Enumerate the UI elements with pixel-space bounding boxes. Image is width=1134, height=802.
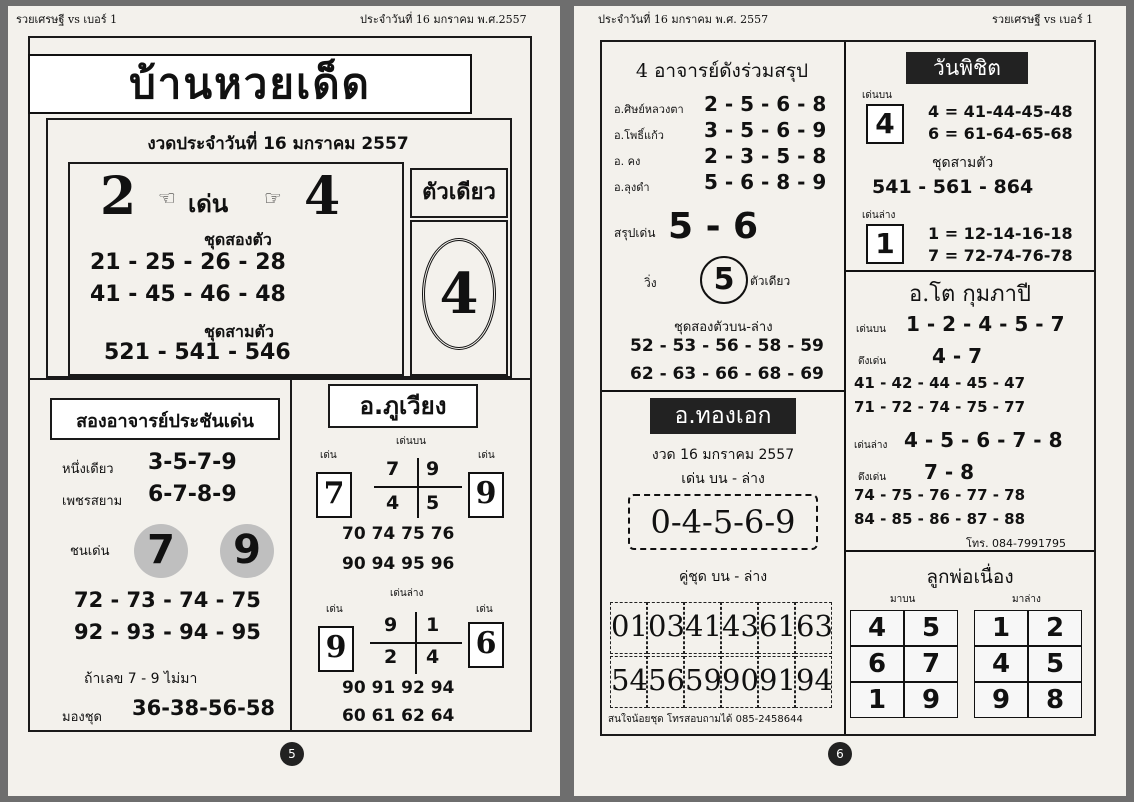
win-three: 541 - 561 - 864 (872, 176, 1034, 198)
tong-value: 0-4-5-6-9 (628, 494, 818, 550)
luk-cell: 9 (974, 682, 1028, 718)
summary-title: 4 อาจารย์ดังร่วมสรุป (635, 60, 809, 82)
luk-top-label: มาบน (890, 594, 916, 605)
luk-title: ลูกพ่อเนื่อง (926, 566, 1014, 588)
to-top-label: เด่นบน (856, 324, 886, 335)
header-right: รวยเศรษฐี vs เบอร์ 1 (992, 13, 1094, 26)
set-row-1: 52 - 53 - 56 - 58 - 59 (630, 336, 824, 356)
chon-digit-2: 9 (220, 524, 274, 578)
master-name: อ.ลุงดำ (614, 181, 650, 194)
top-nums-2: 90 94 95 96 (342, 554, 455, 574)
win-title: วันพิชิต (906, 52, 1028, 84)
top-label: เด่นบน (396, 436, 426, 447)
grid-line (417, 458, 419, 518)
win-top-label: เด่นบน (862, 90, 892, 101)
pair-cell: 01 (610, 602, 647, 654)
pair-label: คู่ชุด บน - ล่าง (678, 569, 768, 585)
pair-cell: 03 (647, 602, 684, 654)
win-bot-digit: 1 (866, 224, 904, 264)
bot-nums-2: 60 61 62 64 (342, 706, 455, 726)
luk-cell: 9 (904, 682, 958, 718)
bot-label: เด่นล่าง (390, 588, 424, 599)
win-three-label: ชุดสามตัว (932, 155, 994, 171)
right-page (574, 6, 1126, 796)
top-right-digit: 9 (468, 472, 504, 518)
den-label: เด่น (476, 604, 493, 615)
panel-title: สองอาจารย์ประชันเด่น (76, 411, 254, 432)
mong-label: มองชุด (62, 710, 102, 725)
luk-cell: 1 (974, 610, 1028, 646)
master-nums: 3 - 5 - 6 - 9 (704, 118, 827, 142)
two-row-1: 21 - 25 - 26 - 28 (90, 250, 286, 275)
win-top-digit: 4 (866, 104, 904, 144)
grid-line (415, 612, 417, 674)
win-bot-row: 7 = 72-74-76-78 (928, 246, 1073, 265)
pair-cell: 43 (721, 602, 758, 654)
pair-cell: 54 (610, 656, 647, 708)
list-row-2: 92 - 93 - 94 - 95 (74, 620, 261, 644)
page-number: 6 (828, 742, 852, 766)
hand-icon: ☞ (264, 186, 282, 210)
main-left-digit: 2 (100, 166, 137, 227)
divider (846, 270, 1094, 272)
bot-right-digit: 6 (468, 622, 504, 668)
chon-digit-1: 7 (134, 524, 188, 578)
to-row-1: 41 - 42 - 44 - 45 - 47 (854, 374, 1026, 392)
divider (602, 390, 844, 392)
left-page (8, 6, 560, 796)
win-top-row: 6 = 61-64-65-68 (928, 124, 1073, 143)
pair-cell: 91 (758, 656, 795, 708)
chon-label: ชนเด่น (70, 544, 110, 559)
pair-cell: 94 (795, 656, 832, 708)
three-label: ชุดสามตัว (204, 322, 274, 341)
tong-sub: เด่น บน - ล่าง (681, 471, 765, 487)
to-row-2: 71 - 72 - 74 - 75 - 77 (854, 398, 1026, 416)
bot-left-digit: 9 (318, 626, 354, 672)
two-label: ชุดสองตัว (204, 230, 272, 249)
to-row-4: 84 - 85 - 86 - 87 - 88 (854, 510, 1026, 528)
master-name: อ. คง (614, 155, 641, 168)
header-left: รวยเศรษฐี vs เบอร์ 1 (16, 13, 118, 26)
to-d2: 7 - 8 (924, 460, 975, 484)
wing-digit: 5 (700, 256, 748, 304)
win-bot-row: 1 = 12-14-16-18 (928, 224, 1073, 243)
pair-cell: 63 (795, 602, 832, 654)
hand-icon: ☜ (158, 186, 176, 210)
pu-title: อ.ภูเวียง (328, 384, 478, 428)
note: ถ้าเลข 7 - 9 ไม่มา (84, 671, 198, 687)
grid-digit: 9 (384, 614, 398, 636)
to-d2-label: ดึงเด่น (858, 472, 887, 483)
three-row: 521 - 541 - 546 (104, 340, 291, 365)
top-left-digit: 7 (316, 472, 352, 518)
set-row-2: 62 - 63 - 66 - 68 - 69 (630, 364, 824, 384)
to-bot-label: เด่นล่าง (854, 440, 888, 451)
luk-cell: 7 (904, 646, 958, 682)
single-label: ตัวเดียว (410, 168, 508, 218)
luk-cell: 6 (850, 646, 904, 682)
divider (28, 378, 532, 380)
to-top: 1 - 2 - 4 - 5 - 7 (906, 312, 1065, 336)
tong-title: อ.ทองเอก (650, 398, 796, 434)
win-bot-label: เด่นล่าง (862, 210, 896, 221)
luk-cell: 2 (1028, 610, 1082, 646)
den-label: เด่น (320, 450, 337, 461)
divider (844, 42, 846, 734)
sum-label: สรุปเด่น (614, 226, 656, 240)
row-nums: 3-5-7-9 (148, 450, 237, 475)
draw-date: งวดประจำวันที่ 16 มกราคม 2557 (147, 134, 409, 154)
grid-digit: 2 (384, 646, 398, 668)
grid-digit: 4 (426, 646, 440, 668)
list-row-1: 72 - 73 - 74 - 75 (74, 588, 261, 612)
to-d1: 4 - 7 (932, 344, 983, 368)
header-right: ประจำวันที่ 16 มกราคม พ.ศ.2557 (360, 13, 527, 26)
top-nums-1: 70 74 75 76 (342, 524, 455, 544)
pair-cell: 56 (647, 656, 684, 708)
row-name: หนึ่งเดียว (62, 462, 114, 477)
page-number: 5 (280, 742, 304, 766)
pair-cell: 59 (684, 656, 721, 708)
wing-label: วิ่ง (644, 276, 657, 290)
to-row-3: 74 - 75 - 76 - 77 - 78 (854, 486, 1026, 504)
tong-date: งวด 16 มกราคม 2557 (651, 447, 795, 463)
header-left: ประจำวันที่ 16 มกราคม พ.ศ. 2557 (598, 13, 769, 26)
bot-nums-1: 90 91 92 94 (342, 678, 455, 698)
mong-nums: 36-38-56-58 (132, 696, 276, 720)
grid-digit: 4 (386, 492, 400, 514)
main-right-digit: 4 (304, 166, 341, 227)
single-label: ตัวเดียว (750, 274, 791, 288)
divider (290, 380, 292, 732)
master-nums: 5 - 6 - 8 - 9 (704, 170, 827, 194)
pair-cell: 41 (684, 602, 721, 654)
pair-cell: 90 (721, 656, 758, 708)
luk-cell: 5 (1028, 646, 1082, 682)
row-nums: 6-7-8-9 (148, 482, 237, 507)
master-nums: 2 - 5 - 6 - 8 (704, 92, 827, 116)
den-label: เด่น (326, 604, 343, 615)
master-name: อ.โพธิ์แก้ว (614, 129, 664, 142)
set-label: ชุดสองตัวบน-ล่าง (674, 320, 773, 335)
master-nums: 2 - 3 - 5 - 8 (704, 144, 827, 168)
pair-cell: 61 (758, 602, 795, 654)
luk-cell: 5 (904, 610, 958, 646)
main-word: เด่น (188, 190, 229, 218)
den-label: เด่น (478, 450, 495, 461)
to-title: อ.โต กุมภาปี (909, 282, 1031, 307)
luk-cell: 1 (850, 682, 904, 718)
grid-digit: 5 (426, 492, 440, 514)
win-top-row: 4 = 41-44-45-48 (928, 102, 1073, 121)
luk-cell: 8 (1028, 682, 1082, 718)
grid-digit: 1 (426, 614, 440, 636)
title: บ้านหวยเด็ด (28, 54, 472, 114)
row-name: เพชรสยาม (62, 494, 123, 509)
luk-cell: 4 (974, 646, 1028, 682)
two-row-2: 41 - 45 - 46 - 48 (90, 282, 286, 307)
to-tel: โทร. 084-7991795 (966, 537, 1067, 550)
sum-value: 5 - 6 (668, 206, 759, 247)
single-digit: 4 (422, 238, 496, 350)
contact: สนใจน้อยชุด โทรสอบถามได้ 085-2458644 (608, 714, 803, 725)
master-name: อ.ศิษย์หลวงตา (614, 103, 684, 116)
luk-cell: 4 (850, 610, 904, 646)
to-d1-label: ดึงเด่น (858, 356, 887, 367)
to-bot: 4 - 5 - 6 - 7 - 8 (904, 428, 1063, 452)
grid-digit: 7 (386, 458, 400, 480)
luk-bot-label: มาล่าง (1012, 594, 1041, 605)
grid-digit: 9 (426, 458, 440, 480)
